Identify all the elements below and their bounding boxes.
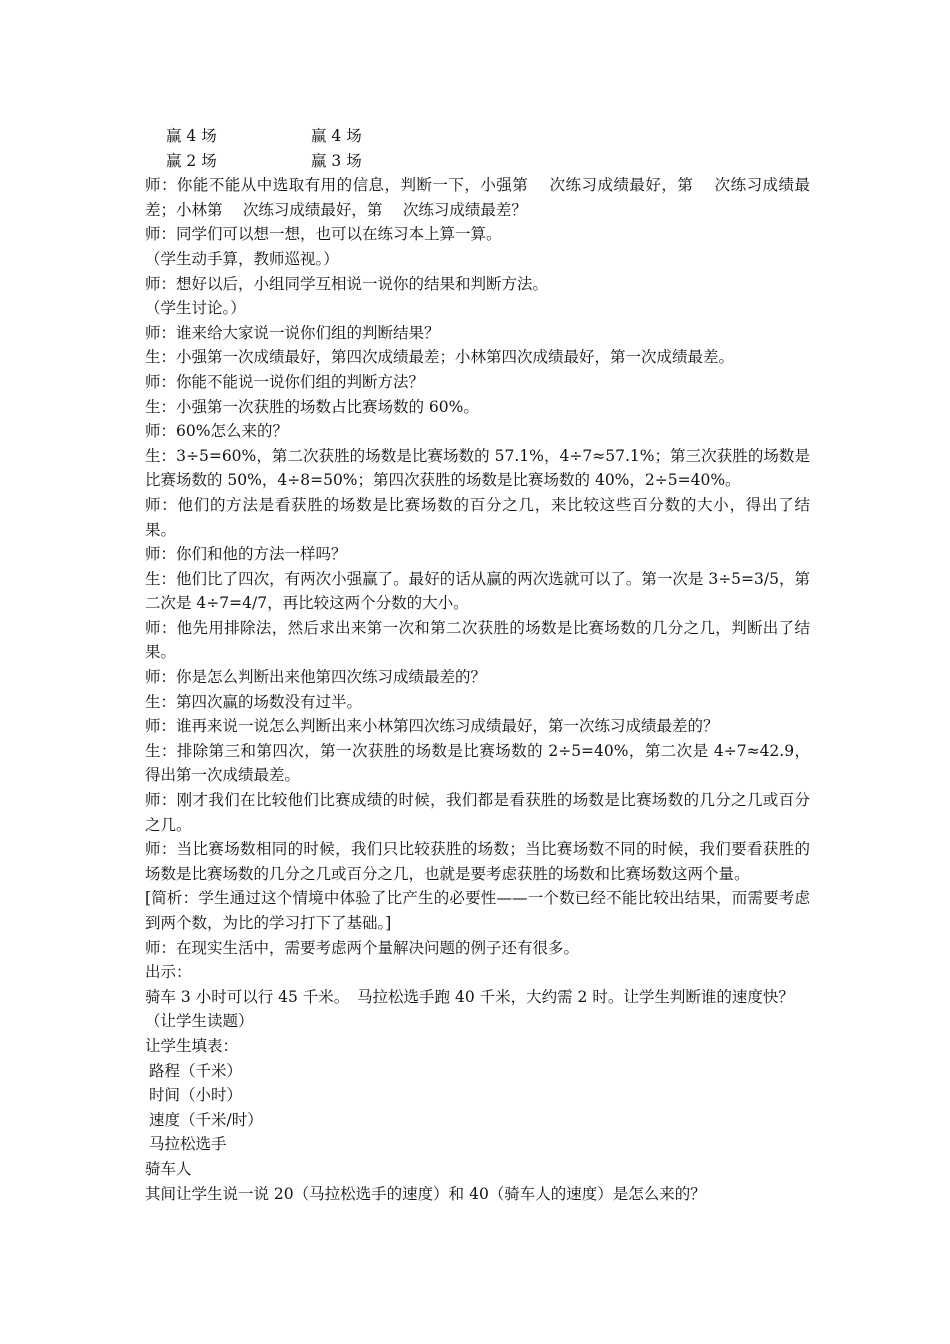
paragraph: 师：他们的方法是看获胜的场数是比赛场数的百分之几，来比较这些百分数的大小，得出了结果。	[145, 495, 810, 539]
paragraph: 骑车 3 小时可以行 45 千米。 马拉松选手跑 40 千米，大约需 2 时。让学生判断谁的速度快？	[145, 987, 794, 1006]
paragraph: 让学生填表：	[145, 1036, 239, 1055]
paragraph: 生：小强第一次成绩最好，第四次成绩最差；小林第四次成绩最好，第一次成绩最差。	[145, 348, 735, 367]
paragraph: 师：你能不能从中选取有用的信息，判断一下，小强第 次练习成绩最好，第 次练习成绩最差；小林第 次练习成绩最好，第 次练习成绩最差？	[145, 176, 810, 219]
score-right: 赢 3 场	[311, 151, 362, 170]
score-row	[145, 149, 810, 174]
paragraph: 出示：	[145, 963, 192, 982]
paragraph: 师：谁来给大家说一说你们组的判断结果？	[145, 323, 440, 342]
table-line: 时间（小时）	[149, 1086, 243, 1105]
score-left: 赢 4 场	[166, 127, 217, 145]
paragraph: 师：他先用排除法，然后求出来第一次和第二次获胜的场数是比赛场数的几分之几，判断出了结果。	[145, 618, 810, 662]
paragraph: [简析：学生通过这个情境中体验了比产生的必要性——一个数已经不能比较出结果，而需要考虑到两个数，为比的学习打下了基础。]	[145, 889, 810, 932]
paragraph: 生：小强第一次获胜的场数占比赛场数的 60%。	[145, 397, 479, 416]
paragraph: 师：你们和他的方法一样吗？	[145, 545, 347, 564]
score-left: 赢 2 场	[166, 151, 217, 170]
paragraph: （学生动手算，教师巡视。）	[145, 249, 339, 268]
paragraph: 师：想好以后，小组同学互相说一说你的结果和判断方法。	[145, 274, 549, 293]
table-line: 速度（千米/时）	[149, 1110, 263, 1129]
document-body	[145, 124, 810, 1206]
score-row	[145, 124, 810, 149]
paragraph: 生：他们比了四次，有两次小强赢了。最好的话从赢的两次选就可以了。第一次是 3÷5=3/5，第二次是 4÷7=4/7，再比较这两个分数的大小。	[145, 569, 810, 613]
paragraph: 生：第四次赢的场数没有过半。	[145, 692, 363, 711]
paragraph: 师：在现实生活中，需要考虑两个量解决问题的例子还有很多。	[145, 938, 580, 957]
paragraph: 生：排除第三和第四次，第一次获胜的场数是比赛场数的 2÷5=40%，第二次是 4÷7≈42.9，得出第一次成绩最差。	[145, 741, 810, 785]
paragraph: 师：当比赛场数相同的时候，我们只比较获胜的场数；当比赛场数不同的时候，我们要看获胜的场数是比赛场数的几分之几或百分之几，也就是要考虑获胜的场数和比赛场数这两个量。	[145, 840, 810, 883]
score-right: 赢 4 场	[311, 127, 362, 145]
paragraph: 师：刚才我们在比较他们比赛成绩的时候，我们都是看获胜的场数是比赛场数的几分之几或百分之几。	[145, 791, 810, 834]
table-line: 路程（千米）	[149, 1061, 243, 1080]
paragraph: 师：同学们可以想一想，也可以在练习本上算一算。	[145, 225, 502, 244]
paragraph: 师：谁再来说一说怎么判断出来小林第四次练习成绩最好，第一次练习成绩最差的？	[145, 717, 719, 736]
paragraph: 师：你能不能说一说你们组的判断方法？	[145, 372, 425, 391]
paragraph: （让学生读题）	[145, 1012, 254, 1031]
paragraph: 生：3÷5=60%，第二次获胜的场数是比赛场数的 57.1%，4÷7≈57.1%；第三次获胜的场数是比赛场数的 50%，4÷8=50%；第四次获胜的场数是比赛场数的 40%，2÷5=40%。	[145, 446, 810, 490]
paragraph: （学生讨论。）	[145, 299, 246, 318]
table-line: 马拉松选手	[149, 1135, 227, 1154]
paragraph: 师：你是怎么判断出来他第四次练习成绩最差的？	[145, 668, 487, 687]
paragraph: 骑车人	[145, 1159, 192, 1178]
paragraph: 师：60%怎么来的？	[145, 422, 288, 441]
paragraph: 其间让学生说一说 20（马拉松选手的速度）和 40（骑车人的速度）是怎么来的？	[145, 1184, 706, 1203]
